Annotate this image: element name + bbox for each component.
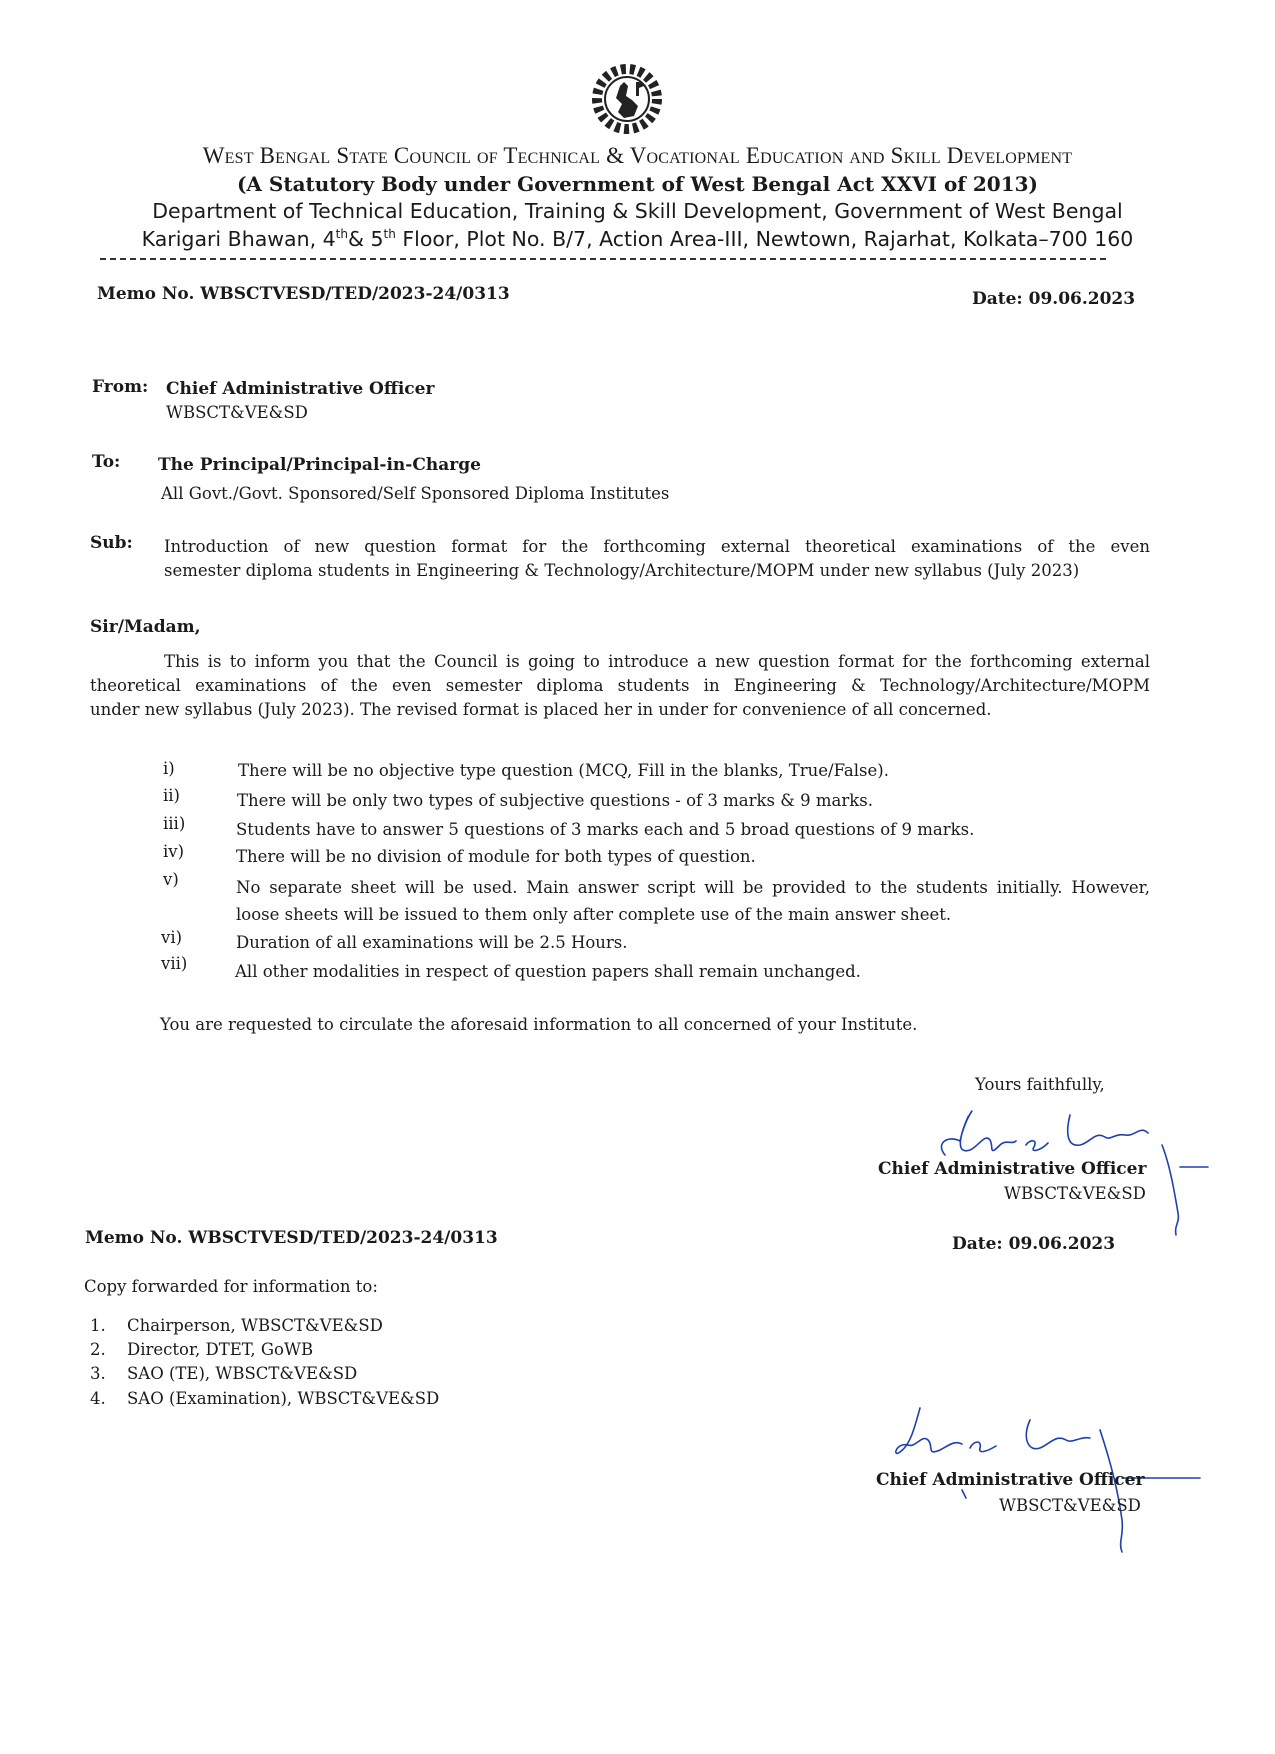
address-part: & 5 bbox=[347, 227, 384, 251]
address-part: Karigari Bhawan, 4 bbox=[141, 227, 336, 251]
copy-recipient: SAO (Examination), WBSCT&VE&SD bbox=[127, 1389, 440, 1408]
department-line: Department of Technical Education, Training & Skill Development, Government of West Bengal bbox=[152, 199, 1123, 223]
point-number: vii) bbox=[161, 954, 188, 973]
header-divider bbox=[100, 258, 1106, 260]
to-org: All Govt./Govt. Sponsored/Self Sponsored Diploma Institutes bbox=[161, 484, 670, 503]
council-name bbox=[0, 143, 1275, 169]
request-text: You are requested to circulate the aforesaid information to all concerned of your Institute. bbox=[160, 1015, 918, 1034]
point-number: ii) bbox=[163, 786, 180, 805]
memo-number: Memo No. WBSCTVESD/TED/2023-24/0313 bbox=[97, 284, 510, 304]
to-name: The Principal/Principal-in-Charge bbox=[158, 455, 481, 475]
from-label: From: bbox=[92, 377, 149, 397]
council-name-text: West Bengal State Council of Technical & Vocational Education and Skill Development bbox=[202, 143, 1073, 168]
copy-memo-number: Memo No. WBSCTVESD/TED/2023-24/0313 bbox=[85, 1228, 498, 1248]
point-text: Duration of all examinations will be 2.5 Hours. bbox=[236, 933, 628, 952]
point-number: iv) bbox=[163, 842, 185, 861]
copy-recipient-number: 4. bbox=[90, 1389, 106, 1408]
body-paragraph bbox=[90, 650, 1150, 722]
subject-label: Sub: bbox=[90, 533, 133, 553]
from-org: WBSCT&VE&SD bbox=[166, 403, 308, 422]
copy-recipient: Director, DTET, GoWB bbox=[127, 1340, 314, 1359]
memo-date: Date: 09.06.2023 bbox=[972, 289, 1136, 309]
point-text-continued: loose sheets will be issued to them only after complete use of the main answer sheet. bbox=[236, 905, 952, 924]
subject-line: Introduction of new question format for the forthcoming external theoretical examinations of the even bbox=[164, 537, 1150, 556]
point-text: There will be no division of module for both types of question. bbox=[236, 847, 756, 866]
signature-2-title: Chief Administrative Officer bbox=[876, 1470, 1145, 1490]
subject-line: semester diploma students in Engineering & Technology/Architecture/MOPM under new syllabus (July 2023) bbox=[164, 561, 1080, 580]
point-text: Students have to answer 5 questions of 3 marks each and 5 broad questions of 9 marks. bbox=[236, 820, 975, 839]
signature-1-org: WBSCT&VE&SD bbox=[1004, 1184, 1146, 1203]
copy-recipient-number: 3. bbox=[90, 1364, 106, 1383]
copy-recipient-number: 2. bbox=[90, 1340, 106, 1359]
from-name: Chief Administrative Officer bbox=[166, 379, 435, 399]
address-sup: th bbox=[335, 227, 348, 242]
salutation: Sir/Madam, bbox=[90, 617, 201, 637]
council-logo bbox=[584, 56, 670, 142]
point-text: There will be only two types of subjective questions - of 3 marks & 9 marks. bbox=[237, 791, 873, 810]
address-part: Floor, Plot No. B/7, Action Area-III, Newtown, Rajarhat, Kolkata–700 160 bbox=[395, 227, 1134, 251]
copy-intro: Copy forwarded for information to: bbox=[84, 1277, 378, 1296]
point-number: v) bbox=[163, 870, 179, 889]
copy-memo-date: Date: 09.06.2023 bbox=[952, 1234, 1116, 1254]
statutory-line: (A Statutory Body under Government of West Bengal Act XXVI of 2013) bbox=[236, 172, 1039, 196]
point-text: No separate sheet will be used. Main answer script will be provided to the students initially. However, bbox=[236, 878, 1150, 897]
point-number: i) bbox=[163, 759, 175, 778]
point-text: All other modalities in respect of question papers shall remain unchanged. bbox=[235, 962, 861, 981]
copy-recipient: SAO (TE), WBSCT&VE&SD bbox=[127, 1364, 358, 1383]
to-label: To: bbox=[92, 452, 121, 472]
copy-recipient-number: 1. bbox=[90, 1316, 106, 1335]
signature-1-title: Chief Administrative Officer bbox=[878, 1159, 1147, 1179]
point-text: There will be no objective type question (MCQ, Fill in the blanks, True/False). bbox=[238, 761, 889, 780]
signature-2-org: WBSCT&VE&SD bbox=[999, 1496, 1141, 1515]
body-line: theoretical examinations of the even semester diploma students in Engineering & Technology/Architecture/MOPM bbox=[90, 676, 1150, 695]
closing-text: Yours faithfully, bbox=[975, 1075, 1105, 1094]
subject-text bbox=[164, 535, 1150, 583]
body-line: This is to inform you that the Council is going to introduce a new question format for the forthcoming external bbox=[164, 652, 1150, 671]
point-number: vi) bbox=[161, 928, 183, 947]
copy-recipient: Chairperson, WBSCT&VE&SD bbox=[127, 1316, 383, 1335]
body-line: under new syllabus (July 2023). The revised format is placed her in under for convenience of all concerned. bbox=[90, 700, 992, 719]
point-number: iii) bbox=[163, 814, 186, 833]
address-line bbox=[0, 227, 1275, 251]
address-sup: th bbox=[383, 227, 396, 242]
